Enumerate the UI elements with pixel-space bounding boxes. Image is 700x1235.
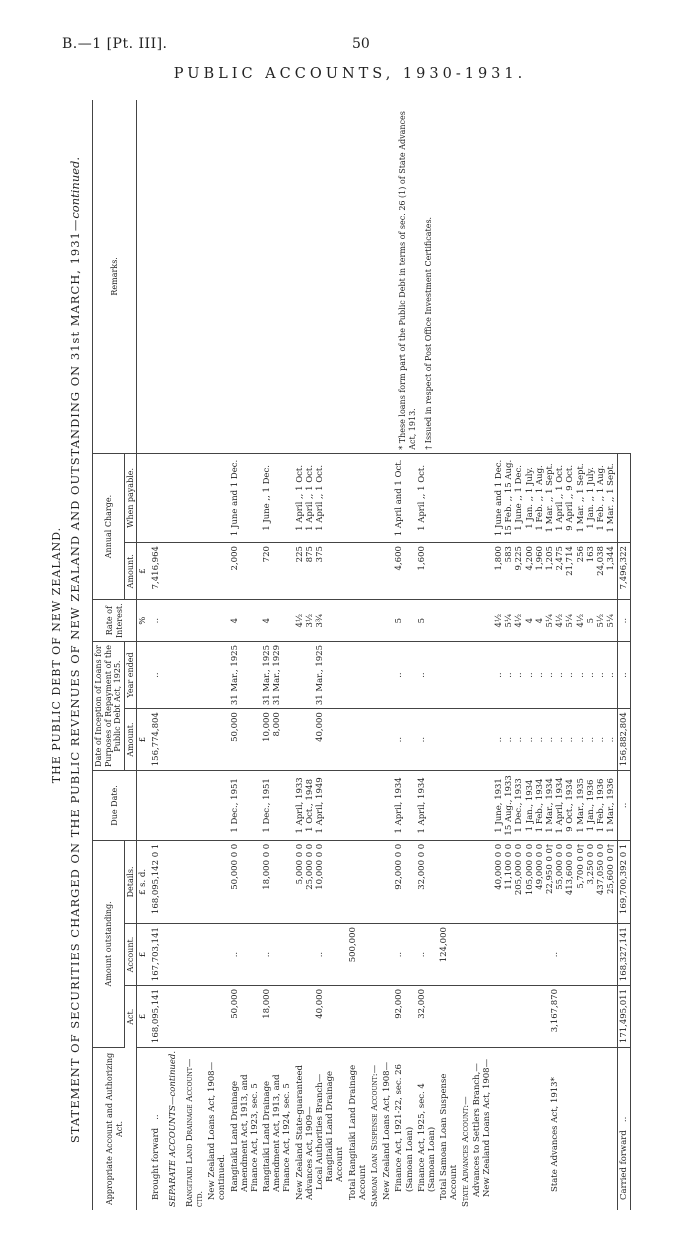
state-advance-rate-line: 4½ bbox=[494, 613, 504, 628]
col-inc-year: Year ended bbox=[124, 642, 137, 709]
securities-table bbox=[92, 100, 631, 1210]
remark-note: † Issued in respect of Post Office Investment Certificates. bbox=[423, 216, 433, 450]
table-row: Finance Act, 1925, sec. 4 (Samoan Loan) 32,000 .. 32,000 0 0 1 April, 1934 .. .. 5 1,600 1 April ,, 1 Oct. bbox=[416, 100, 438, 1210]
state-advance-due-line: 9 Oct., 1934 bbox=[565, 778, 576, 832]
state-advance-det-line: 5,700 0 0† bbox=[575, 843, 586, 889]
state-advance-when-line: 1 Mar. ,, 1 Sept. bbox=[544, 463, 555, 533]
state-advance-ac-line: 2,475 bbox=[555, 546, 566, 571]
state-advance-year-line: .. bbox=[514, 672, 525, 678]
col-acc: Account. bbox=[124, 924, 137, 986]
state-advance-rate-line: 4½ bbox=[514, 613, 525, 628]
table-row: State Advances Account:— Advances to Settlers Branch,— New Zealand Loans Act, 1908— bbox=[460, 100, 493, 1210]
state-advance-rate-line: 4½ bbox=[575, 613, 586, 628]
statement-title: THE PUBLIC DEBT OF NEW ZEALAND. bbox=[50, 526, 63, 784]
table-row: SEPARATE ACCOUNTS—continued. bbox=[162, 100, 184, 1210]
state-advance-year-line: .. bbox=[585, 672, 596, 678]
state-advance-rate-line: 4½ bbox=[555, 613, 566, 628]
state-advance-when-line: 1 Mar. ,, 1 Sept. bbox=[575, 463, 586, 533]
state-advance-det-line: 413,600 0 0 bbox=[565, 843, 576, 896]
col-due-date: Due Date. bbox=[93, 771, 137, 841]
state-advance-year-line: .. bbox=[524, 672, 535, 678]
state-advance-inc-line: .. bbox=[524, 736, 535, 743]
state-advance-inc-line: .. bbox=[565, 736, 576, 743]
document-reference: B.—1 [Pt. III]. bbox=[62, 36, 168, 52]
table-row: Total Rangitaiki Land Drainage Account 500,000 bbox=[347, 100, 369, 1210]
state-advance-rate-line: 4 bbox=[524, 617, 535, 624]
state-advance-ac-line: 24,038 bbox=[595, 546, 606, 576]
state-advance-due-line: 1 June, 1931 bbox=[494, 778, 504, 833]
state-advance-inc-line: .. bbox=[494, 736, 504, 743]
table-row: Rangitaiki Land Drainage Account—ctd. bbox=[184, 100, 206, 1210]
table-row: State Advances Act, 1913* 3,167,870 .. 40,000 0 0 11,100 0 0 205,000 0 0 105,000 0 0 49,000 0 0 22,950 0 0† 55,000 0 0 413,600 0 0 5,700 0 0† 3,250 0 0 437,050 0 0 25,600 0 0† 1 June, 1931 15 Aug., 1933 1 Dec., 1933 1 Jan., 1934 1 Feb., 1934 1 Mar., 1934 1 April, 1934 9 Oct., 1934 1 Mar., 1935 1 Jan., 1936 1 Feb., 1936 1 Mar., 1936 .. .. .. .. .. .. .. .. .. .. .. .. .. .. .. .. .. .. .. .. .. .. .. .. 4½ 5¼ 4½ 4 4 5¼ 4½ 5¼ 4½ 5 5½ 5¼ 1,800 583 9,225 4,200 1,960 1,205 2,475 21,714 256 163 24,038 1,344 1 June and 1 Dec. 15 Feb. ,, 15 Aug. 1 June ,, 1 Dec. 1 Jan. ,, 1 July. 1 Feb. ,, 1 Aug. 1 Mar. ,, 1 Sept. 1 April ,, 1 Oct. 9 April ,, 9 Oct. 1 Mar. ,, 1 Sept. 1 Jan. ,, 1 July. 1 Feb. ,, 1 Aug. 1 Mar. ,, 1 Sept. bbox=[493, 100, 618, 1210]
state-advance-det-line: 3,250 0 0 bbox=[585, 843, 596, 885]
state-advance-rate-line: 5 bbox=[585, 617, 596, 624]
table-row: Total Samoan Loan Suspense Account 124,000 bbox=[438, 100, 460, 1210]
state-advance-when-line: 1 Feb. ,, 1 Aug. bbox=[595, 465, 606, 531]
state-advance-ac-line: 1,960 bbox=[534, 546, 545, 571]
state-advance-det-line: 11,100 0 0 bbox=[504, 843, 515, 890]
state-advance-ac-line: 1,800 bbox=[494, 546, 504, 571]
state-advance-rate-line: 5¼ bbox=[544, 613, 555, 628]
state-advance-year-line: .. bbox=[544, 672, 555, 678]
state-advance-when-line: 1 Jan. ,, 1 July. bbox=[524, 467, 535, 529]
state-advance-ac-line: 256 bbox=[575, 546, 586, 563]
col-inception: Date of Inception of Loans for Purposes of Repayment of the Public Debt Act, 1925. bbox=[93, 642, 125, 771]
state-advance-when-line: 1 June and 1 Dec. bbox=[494, 459, 504, 537]
state-advance-due-line: 1 Jan., 1936 bbox=[585, 779, 596, 832]
table-row: Rangitaiki Land Drainage Amendment Act, 1913, and Finance Act, 1924, sec. 5 18,000 .. 18,000 0 0 1 Dec., 1951 10,000 8,000 31 Mar., 1925 31 Mar., 1929 4 720 1 June ,, 1 Dec. bbox=[261, 100, 294, 1210]
state-advance-when-line: 1 Feb. ,, 1 Aug. bbox=[534, 465, 545, 531]
col-when-payable: When payable. bbox=[124, 453, 137, 542]
table-row: Carried forward .. 171,495,011 168,327,141 169,700,392 0 1 .. 156,882,804 .. .. 7,496,322 bbox=[618, 100, 631, 1210]
state-advance-due-line: 1 Mar., 1935 bbox=[575, 778, 586, 833]
state-advance-inc-line: .. bbox=[575, 736, 586, 743]
statement-subtitle: STATEMENT OF SECURITIES CHARGED ON THE PUBLIC REVENUES OF NEW ZEALAND AND OUTSTANDING ON 31st MARCH, 1931—continued. bbox=[68, 156, 82, 1144]
state-advance-when-line: 9 April ,, 9 Oct. bbox=[565, 464, 576, 531]
col-rate: Rate of Interest. bbox=[93, 600, 137, 642]
col-annual-charge: Annual Charge. bbox=[93, 453, 125, 600]
rotated-statement bbox=[40, 90, 670, 1210]
state-advance-rate-line: 5¼ bbox=[606, 613, 617, 628]
state-advance-det-line: 22,950 0 0† bbox=[544, 843, 555, 894]
state-advance-when-line: 15 Feb. ,, 15 Aug. bbox=[504, 459, 515, 537]
state-advance-inc-line: .. bbox=[534, 736, 545, 743]
state-advance-det-line: 437,050 0 0 bbox=[595, 843, 606, 896]
col-details: Details. bbox=[124, 840, 137, 923]
state-advance-det-line: 40,000 0 0 bbox=[494, 843, 504, 890]
state-advance-inc-line: .. bbox=[606, 736, 617, 743]
state-advance-ac-line: 1,205 bbox=[544, 546, 555, 571]
state-advance-inc-line: .. bbox=[555, 736, 566, 743]
state-advance-when-line: 1 April ,, 1 Oct. bbox=[555, 464, 566, 531]
state-advance-rate-line: 4 bbox=[534, 617, 545, 624]
state-advance-det-line: 55,000 0 0 bbox=[555, 843, 566, 890]
state-advance-year-line: .. bbox=[555, 672, 566, 678]
state-advance-year-line: .. bbox=[595, 672, 606, 678]
page-title: PUBLIC ACCOUNTS, 1930-1931. bbox=[173, 66, 527, 82]
state-advance-det-line: 105,000 0 0 bbox=[524, 843, 535, 896]
state-advance-due-line: 1 Mar., 1934 bbox=[544, 778, 555, 833]
state-advance-due-line: 15 Aug., 1933 bbox=[504, 775, 515, 836]
remark-note: * These loans form part of the Public Debt in terms of sec. 26 (1) of State Advances Act, 1913. bbox=[398, 111, 417, 450]
state-advance-due-line: 1 Mar., 1936 bbox=[606, 778, 617, 833]
table-row: £ £ £ s. d. £ % £ * These loans form part of the Public Debt in terms of sec. 26 (1) of State Advances Act, 1913. † Issued in respect of Post Office Investment Certificates. bbox=[137, 100, 150, 1210]
state-advance-inc-line: .. bbox=[544, 736, 555, 743]
state-advance-when-line: 1 June ,, 1 Dec. bbox=[514, 465, 525, 531]
state-advance-ac-line: 583 bbox=[504, 546, 515, 563]
col-ac-amount: Amount. bbox=[124, 543, 137, 600]
table-row: Brought forward .. 168,095,141 167,703,141 168,095,142 0 1 156,774,804 .. .. 7,416,964 bbox=[150, 100, 162, 1210]
col-remarks: Remarks. bbox=[93, 100, 137, 453]
state-advance-det-line: 205,000 0 0 bbox=[514, 843, 525, 896]
table-row: Finance Act, 1921-22, sec. 26 (Samoan Loan) 92,000 .. 92,000 0 0 1 April, 1934 .. .. 5 4,600 1 April and 1 Oct. bbox=[393, 100, 415, 1210]
state-advance-inc-line: .. bbox=[585, 736, 596, 743]
state-advance-due-line: 1 Dec., 1933 bbox=[514, 778, 525, 833]
state-advance-due-line: 1 Feb., 1934 bbox=[534, 778, 545, 833]
state-advance-rate-line: 5¼ bbox=[565, 613, 576, 628]
state-advance-inc-line: .. bbox=[595, 736, 606, 743]
state-advance-year-line: .. bbox=[534, 672, 545, 678]
state-advance-rate-line: 5½ bbox=[595, 613, 606, 628]
state-advance-due-line: 1 April, 1934 bbox=[555, 777, 566, 834]
state-advance-ac-line: 1,344 bbox=[606, 546, 617, 571]
state-advance-rate-line: 5¼ bbox=[504, 613, 515, 628]
state-advance-year-line: .. bbox=[494, 672, 504, 678]
col-act: Act. bbox=[124, 986, 137, 1048]
state-advance-due-line: 1 Feb., 1936 bbox=[595, 778, 606, 833]
table-row: New Zealand State-guaranteed Advances Act, 1909— Local Authorities Branch— Rangitaiki Land Drainage Account 40,000 .. 5,000 0 0 25,000 0 0 10,000 0 0 1 April, 1933 1 Oct., 1948 1 April, 1949 40,000 31 Mar., 1925 4½ 3½ 3¾ 225 875 375 1 April ,, 1 Oct. 1 April ,, 1 Oct. 1 April ,, 1 Oct. bbox=[294, 100, 347, 1210]
state-advance-inc-line: .. bbox=[514, 736, 525, 743]
remarks-cell bbox=[137, 100, 631, 453]
state-advance-ac-line: 21,714 bbox=[565, 546, 576, 576]
state-advance-det-line: 25,600 0 0† bbox=[606, 843, 617, 894]
col-amount-outstanding: Amount outstanding. bbox=[93, 840, 125, 1047]
state-advance-when-line: 1 Mar. ,, 1 Sept. bbox=[606, 463, 617, 533]
state-advance-det-line: 49,000 0 0 bbox=[534, 843, 545, 890]
state-advance-year-line: .. bbox=[575, 672, 586, 678]
state-advance-ac-line: 9,225 bbox=[514, 546, 525, 571]
state-advance-due-line: 1 Jan., 1934 bbox=[524, 779, 535, 832]
state-advance-ac-line: 163 bbox=[585, 546, 596, 563]
table-row: New Zealand Loans Act, 1908— bbox=[381, 100, 393, 1210]
table-row: Samoan Loan Suspense Account:— bbox=[369, 100, 381, 1210]
state-advance-when-line: 1 Jan. ,, 1 July. bbox=[585, 467, 596, 529]
state-advance-ac-line: 4,200 bbox=[524, 546, 535, 571]
table-row: New Zealand Loans Act, 1908—continued. bbox=[206, 100, 228, 1210]
state-advance-year-line: .. bbox=[606, 672, 617, 678]
page-number: 50 bbox=[352, 36, 370, 52]
table-row: Rangitaiki Land Drainage Amendment Act, 1913, and Finance Act, 1923, sec. 5 50,000 .. 50,000 0 0 1 Dec., 1951 50,000 31 Mar., 1925 4 2,000 1 June and 1 Dec. bbox=[229, 100, 262, 1210]
state-advance-inc-line: .. bbox=[504, 736, 515, 743]
col-account: Appropriate Account and Authorizing Act. bbox=[93, 1047, 137, 1210]
col-inc-amount: Amount. bbox=[124, 709, 137, 771]
state-advance-year-line: .. bbox=[504, 672, 515, 678]
state-advance-year-line: .. bbox=[565, 672, 576, 678]
